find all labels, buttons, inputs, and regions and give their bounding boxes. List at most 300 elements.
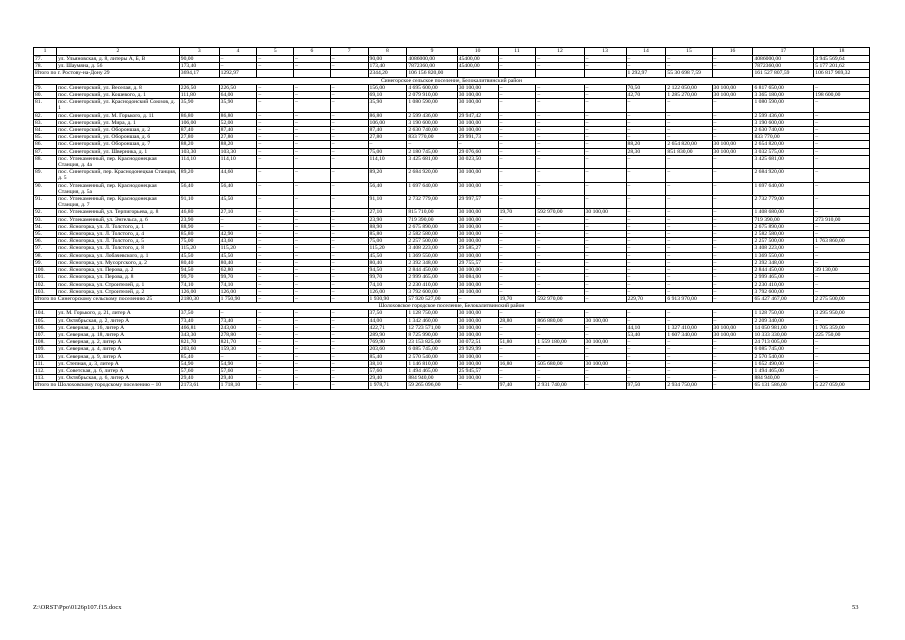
value-cell: – [498,346,536,353]
value-cell: 27,80 [179,134,219,141]
address-cell: пос. Ясногорка, ул. Л. Толстого, д. 1 [57,223,180,230]
row-number-cell: 102. [34,281,57,288]
value-cell: – [257,238,294,245]
address-cell: пос. Синегорский, ул. Обороншая, д. 7 [57,141,180,148]
value-cell: – [584,148,626,155]
total-cell: – [294,295,331,302]
address-cell: пос. Углекаменный, пер. Краснодонецкая Станция, д. 7 [57,196,180,209]
value-cell: – [219,223,257,230]
value-cell: – [498,216,536,223]
value-cell: – [712,169,753,182]
value-cell: – [294,375,331,382]
value-cell: – [712,238,753,245]
value-cell: – [368,141,407,148]
value-cell: – [407,141,457,148]
value-cell: 30 100,00 [457,209,498,216]
table-row [34,134,870,141]
row-number-cell: 109. [34,346,57,353]
value-cell: 35,90 [219,99,257,112]
value-cell: – [666,209,712,216]
value-cell: 2 675 890,00 [407,223,457,230]
value-cell: – [498,274,536,281]
value-cell: 30 100,00 [457,353,498,360]
value-cell: – [666,288,712,295]
value-cell: – [330,231,368,238]
value-cell: 62,80 [219,267,257,274]
value-cell: – [294,84,331,91]
column-number-cell: 9 [407,48,457,56]
value-cell: – [457,141,498,148]
value-cell: 115,20 [368,245,407,252]
total-cell: – [712,382,753,389]
value-cell: – [584,92,626,99]
value-cell: – [219,63,257,70]
column-number-cell: 16 [712,48,753,56]
table-row [34,92,870,99]
value-cell: 44,10 [626,324,666,331]
column-number-cell: 7 [330,48,368,56]
table-row [34,310,870,317]
value-cell: – [584,331,626,338]
value-cell: – [498,281,536,288]
value-cell: 173,40 [179,63,219,70]
value-cell: – [584,288,626,295]
value-cell: 45400,00 [457,56,498,63]
total-cell: – [257,295,294,302]
value-cell: – [498,127,536,134]
value-cell: – [294,182,331,195]
value-cell: 45,50 [219,196,257,209]
value-cell: – [814,84,870,91]
value-cell: – [257,134,294,141]
value-cell: – [626,182,666,195]
value-cell: 87,40 [219,127,257,134]
value-cell: 2 999 465,00 [407,274,457,281]
value-cell: 30 100,00 [457,324,498,331]
value-cell: 30 100,00 [457,216,498,223]
value-cell: 74,10 [179,281,219,288]
value-cell: 114,10 [179,155,219,168]
value-cell: – [584,196,626,209]
value-cell: – [330,360,368,367]
value-cell: – [219,310,257,317]
value-cell: 1 080 590,00 [407,99,457,112]
value-cell: 45400,00 [457,63,498,70]
address-cell: ул. Ульяновская, д. 8, литеры А, Б, В [57,56,180,63]
address-cell: ул. Северная, д. 4, литер А [57,346,180,353]
value-cell: – [536,134,584,141]
value-cell: 173,40 [368,63,407,70]
value-cell: – [257,231,294,238]
value-cell: 70,50 [626,84,666,91]
value-cell: 29 947,42 [457,112,498,119]
value-cell: 106,00 [368,119,407,126]
row-number-cell: 77. [34,56,57,63]
value-cell: – [536,331,584,338]
value-cell: 1 652 490,00 [753,360,814,367]
value-cell: – [498,84,536,91]
value-cell: 25 945,57 [457,367,498,374]
value-cell: – [584,63,626,70]
value-cell: – [257,267,294,274]
value-cell: – [626,245,666,252]
value-cell: 2 732 779,00 [407,196,457,209]
value-cell: 3 792 600,00 [753,288,814,295]
row-number-cell: 97. [34,245,57,252]
value-cell: – [498,63,536,70]
value-cell: 198 600,00 [814,92,870,99]
value-cell: – [536,119,584,126]
value-cell: – [294,127,331,134]
value-cell: – [666,112,712,119]
value-cell: – [584,375,626,382]
value-cell: – [666,99,712,112]
value-cell: – [257,274,294,281]
address-cell: пос. Ясногорка, ул. Л. Толстого, д. 4 [57,231,180,238]
section-header-row [34,77,870,84]
total-cell: 3694,17 [179,70,219,77]
row-number-cell: 107. [34,331,57,338]
table-row [34,238,870,245]
value-cell: 4086000,00 [753,56,814,63]
table-row [34,274,870,281]
column-number-cell: 13 [584,48,626,56]
column-number-cell: 2 [57,48,180,56]
value-cell: – [626,169,666,182]
value-cell: – [626,231,666,238]
value-cell: – [814,99,870,112]
value-cell: – [498,119,536,126]
value-cell: 30 100,00 [457,92,498,99]
value-cell: – [498,134,536,141]
value-cell: 815 710,00 [407,209,457,216]
value-cell: 88,90 [179,223,219,230]
address-cell: ул. Шаумяна, д. 56 [57,63,180,70]
value-cell: – [666,216,712,223]
value-cell: – [666,317,712,324]
value-cell: – [712,259,753,266]
total-cell [257,70,294,77]
value-cell: – [626,223,666,230]
value-cell: – [257,245,294,252]
total-cell: – [294,382,331,389]
value-cell: 69,10 [368,92,407,99]
value-cell: – [498,324,536,331]
value-cell: 2 999 465,00 [753,274,814,281]
value-cell: – [294,148,331,155]
value-cell: 30 100,00 [457,169,498,182]
value-cell: 1 763 860,00 [814,238,870,245]
value-cell: – [294,281,331,288]
total-cell: – [330,295,368,302]
value-cell: 51,80 [498,339,536,346]
total-cell: 1 930,90 [368,295,407,302]
value-cell: – [330,216,368,223]
value-cell: 29 076,60 [457,148,498,155]
total-cell: 5 227 059,00 [814,382,870,389]
total-cell [294,70,331,77]
value-cell: 99,70 [368,274,407,281]
table-row [34,324,870,331]
value-cell: 3 425 681,00 [753,155,814,168]
row-number-cell: 95. [34,231,57,238]
value-cell: – [536,310,584,317]
value-cell: – [498,367,536,374]
value-cell: – [584,252,626,259]
value-cell: – [294,360,331,367]
total-cell: 2344,20 [368,70,407,77]
value-cell: 30 100,00 [584,360,626,367]
value-cell: – [257,182,294,195]
value-cell: – [626,288,666,295]
value-cell: – [712,63,753,70]
row-number-cell: 104. [34,310,57,317]
row-number-cell: 90. [34,182,57,195]
value-cell: – [712,267,753,274]
table-row [34,288,870,295]
value-cell: 88,20 [179,141,219,148]
value-cell: – [257,353,294,360]
value-cell: – [294,231,331,238]
total-cell [330,70,368,77]
value-cell: 23,90 [368,216,407,223]
address-cell: пос. Синегорский, ул. Обороншая, д. 6 [57,134,180,141]
value-cell: – [257,155,294,168]
value-cell: 2 684 920,00 [407,169,457,182]
value-cell: – [814,209,870,216]
value-cell: 99,70 [179,274,219,281]
value-cell: – [584,127,626,134]
value-cell: 821,70 [179,339,219,346]
value-cell: – [536,84,584,91]
value-cell: – [536,63,584,70]
value-cell: – [330,209,368,216]
value-cell: – [257,63,294,70]
value-cell: – [330,223,368,230]
value-cell: – [584,238,626,245]
value-cell: – [294,63,331,70]
total-cell: – [330,382,368,389]
total-cell: 97,40 [498,382,536,389]
address-cell: пос. Синегорский, ул. М. Горького, д. 11 [57,112,180,119]
value-cell: 6 085 745,00 [753,346,814,353]
value-cell: – [814,259,870,266]
value-cell: – [536,367,584,374]
address-cell: пос. Углекаменный, пер. Краснодонецкая Станция, д. 5а [57,182,180,195]
value-cell: 30 100,00 [712,84,753,91]
total-cell [584,70,626,77]
value-cell: – [294,353,331,360]
value-cell: – [666,223,712,230]
value-cell: – [626,127,666,134]
value-cell: 30 100,00 [457,223,498,230]
value-cell: 1 080 590,00 [753,99,814,112]
value-cell: – [330,99,368,112]
value-cell: – [498,288,536,295]
value-cell: 30 100,00 [584,339,626,346]
column-number-header-row [34,48,870,56]
row-number-cell: 113. [34,375,57,382]
value-cell: 85,80 [368,231,407,238]
value-cell: 2 844 450,00 [753,267,814,274]
address-cell: ул. Северная, д. 2, литер А [57,339,180,346]
value-cell: – [294,324,331,331]
value-cell: – [330,324,368,331]
value-cell: 54,90 [179,360,219,367]
value-cell: – [626,238,666,245]
total-cell: 55 30 698 7,59 [666,70,712,77]
row-number-cell: 100. [34,267,57,274]
value-cell: 2 582 580,00 [407,231,457,238]
value-cell: 94,50 [368,267,407,274]
table-row [34,259,870,266]
total-cell: 1 292,97 [626,70,666,77]
value-cell: – [294,92,331,99]
value-cell: – [584,99,626,112]
value-cell: – [626,134,666,141]
value-cell: – [498,182,536,195]
row-number-cell: 94. [34,223,57,230]
value-cell: – [584,112,626,119]
value-cell: 3 365 180,00 [753,92,814,99]
value-cell: 2 392 348,00 [753,259,814,266]
value-cell: 30 072,51 [457,339,498,346]
value-cell: 343,30 [179,331,219,338]
value-cell: – [814,141,870,148]
value-cell: – [330,252,368,259]
value-cell: – [257,346,294,353]
value-cell: – [712,360,753,367]
value-cell: 87,40 [179,127,219,134]
row-number-cell: 92. [34,209,57,216]
value-cell: – [712,346,753,353]
value-cell: – [330,92,368,99]
value-cell: – [584,119,626,126]
value-cell: 30 100,00 [712,324,753,331]
value-cell: – [330,112,368,119]
value-cell: – [257,209,294,216]
value-cell: 1 494 465,00 [753,367,814,374]
value-cell: 86,80 [368,112,407,119]
value-cell: – [498,331,536,338]
value-cell: – [330,310,368,317]
value-cell: – [814,353,870,360]
value-cell: – [626,367,666,374]
address-cell: пос. Углекаменный, ул. Энгельса, д. 6 [57,216,180,223]
value-cell: 80,40 [219,259,257,266]
value-cell: – [257,119,294,126]
value-cell: – [814,339,870,346]
value-cell: – [712,353,753,360]
value-cell: – [626,360,666,367]
value-cell: – [257,375,294,382]
value-cell: – [294,169,331,182]
value-cell: – [498,259,536,266]
value-cell: – [294,252,331,259]
value-cell: 2 180 745,00 [407,148,457,155]
value-cell: 2 570 540,00 [407,353,457,360]
value-cell: 30 100,00 [457,119,498,126]
value-cell: – [536,252,584,259]
value-cell: – [584,155,626,168]
value-cell: 2 844 450,00 [407,267,457,274]
value-cell: – [257,281,294,288]
value-cell: 30 100,00 [584,317,626,324]
total-row [34,295,870,302]
total-cell: 1292,97 [219,70,257,77]
value-cell: 86,80 [219,112,257,119]
row-number-cell: 83. [34,119,57,126]
value-cell: – [294,367,331,374]
value-cell: 114,10 [219,155,257,168]
column-number-cell: 5 [257,48,294,56]
value-cell: 88,20 [626,141,666,148]
value-cell: – [666,267,712,274]
total-cell: 6 913 970,00 [666,295,712,302]
value-cell: 2 684 920,00 [753,169,814,182]
table-row [34,317,870,324]
value-cell: – [330,238,368,245]
value-cell: – [584,141,626,148]
value-cell: – [584,324,626,331]
value-cell: 30 100,00 [457,238,498,245]
value-cell: 27,80 [368,134,407,141]
value-cell: – [536,346,584,353]
value-cell: – [536,288,584,295]
value-cell: – [584,367,626,374]
value-cell: 103,30 [219,148,257,155]
value-cell: 2 122 050,00 [666,84,712,91]
value-cell: 3 945 569,64 [814,56,870,63]
value-cell: 29 929,99 [457,346,498,353]
value-cell: – [712,56,753,63]
total-cell: – [712,295,753,302]
value-cell: – [584,134,626,141]
value-cell: – [814,367,870,374]
value-cell: 57,60 [368,367,407,374]
value-cell: – [584,281,626,288]
table-row [34,63,870,70]
value-cell: – [814,119,870,126]
value-cell: – [626,209,666,216]
value-cell: – [712,245,753,252]
column-number-cell: 3 [179,48,219,56]
value-cell: – [666,169,712,182]
total-cell: – [457,295,498,302]
value-cell: – [257,127,294,134]
value-cell: 35,90 [368,99,407,112]
value-cell: 75,00 [368,238,407,245]
value-cell: 29 585,27 [457,245,498,252]
value-cell: – [536,375,584,382]
value-cell: 2 230 410,00 [753,281,814,288]
value-cell: 106,00 [179,119,219,126]
value-cell: – [666,196,712,209]
value-cell: 884 940,00 [407,375,457,382]
value-cell: 1 369 550,00 [407,252,457,259]
total-cell: 19,70 [498,295,536,302]
value-cell: 90,00 [179,56,219,63]
value-cell: – [257,148,294,155]
value-cell: – [584,353,626,360]
value-cell: – [712,288,753,295]
value-cell: 45,50 [179,252,219,259]
column-number-cell: 12 [536,48,584,56]
value-cell: 1 705 359,00 [814,324,870,331]
value-cell: – [584,182,626,195]
value-cell: 7872360,00 [753,63,814,70]
value-cell: – [257,84,294,91]
